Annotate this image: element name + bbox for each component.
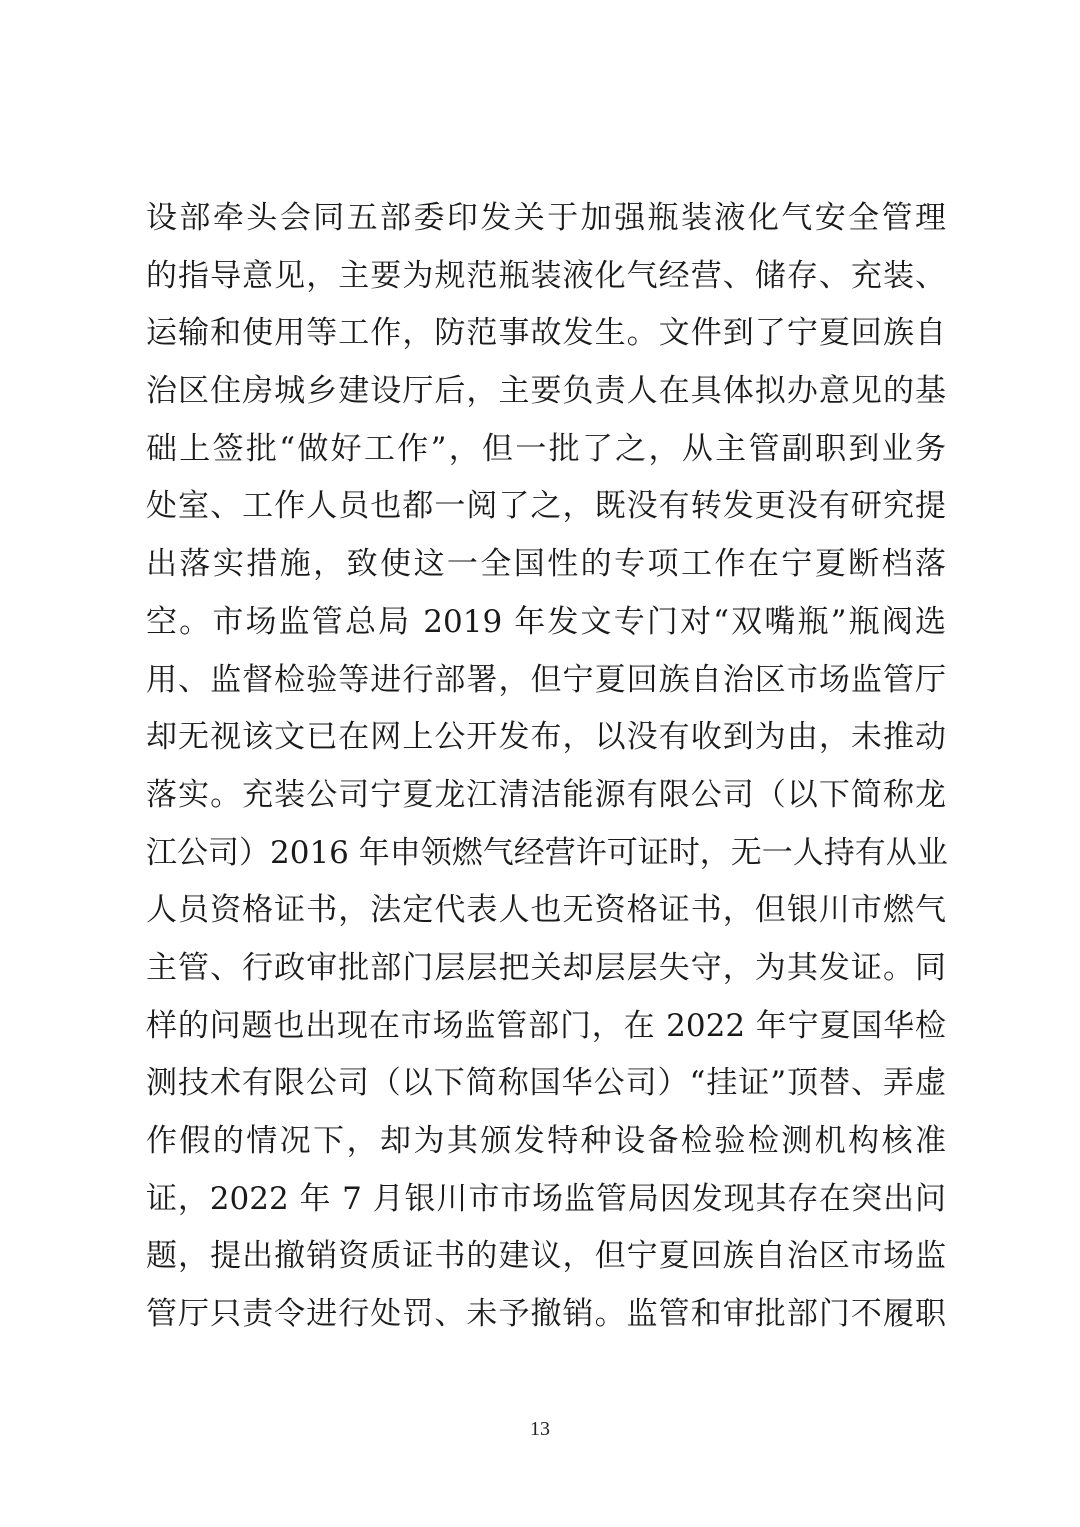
text-line: 治区住房城乡建设厅后，主要负责人在具体拟办意见的基 [146,373,946,410]
text-line: 作假的情况下，却为其颁发特种设备检验检测机构核准 [146,1123,946,1159]
text-line: 样的问题也出现在市场监管部门，在 2022 年宁夏国华检 [146,1007,946,1044]
text-line: 空。市场监管总局 2019 年发文专门对“双嘴瓶”瓶阀选 [146,603,946,640]
text-line: 证，2022 年 7 月银川市市场监管局因发现其存在突出问 [146,1180,946,1217]
text-line: 处室、工作人员也都一阅了之，既没有转发更没有研究提 [146,488,946,525]
text-line: 用、监督检验等进行部署，但宁夏回族自治区市场监管厅 [146,661,946,698]
text-line: 出落实措施，致使这一全国性的专项工作在宁夏断档落 [146,546,946,583]
text-line: 却无视该文已在网上公开发布，以没有收到为由，未推动 [146,719,946,756]
text-line: 落实。充装公司宁夏龙江清洁能源有限公司（以下简称龙 [146,776,946,813]
text-line: 测技术有限公司（以下简称国华公司）“挂证”顶替、弄虚 [146,1065,946,1102]
text-line: 人员资格证书，法定代表人也无资格证书，但银川市燃气 [146,892,946,929]
page-number: 13 [530,1418,550,1440]
text-line: 题，提出撤销资质证书的建议，但宁夏回族自治区市场监 [146,1238,946,1275]
text-line: 管厅只责令进行处罚、未予撤销。监管和审批部门不履职 [146,1296,946,1333]
text-line: 江公司）2016 年申领燃气经营许可证时，无一人持有从业 [146,834,948,871]
body-text [146,190,946,1344]
text-line: 运输和使用等工作，防范事故发生。文件到了宁夏回族自 [146,315,946,352]
text-line: 础上签批“做好工作”，但一批了之，从主管副职到业务 [146,430,946,467]
text-line: 设部牵头会同五部委印发关于加强瓶装液化气安全管理 [146,200,946,236]
text-line: 的指导意见，主要为规范瓶装液化气经营、储存、充装、 [146,257,946,294]
text-line: 主管、行政审批部门层层把关却层层失守，为其发证。同 [146,949,946,986]
